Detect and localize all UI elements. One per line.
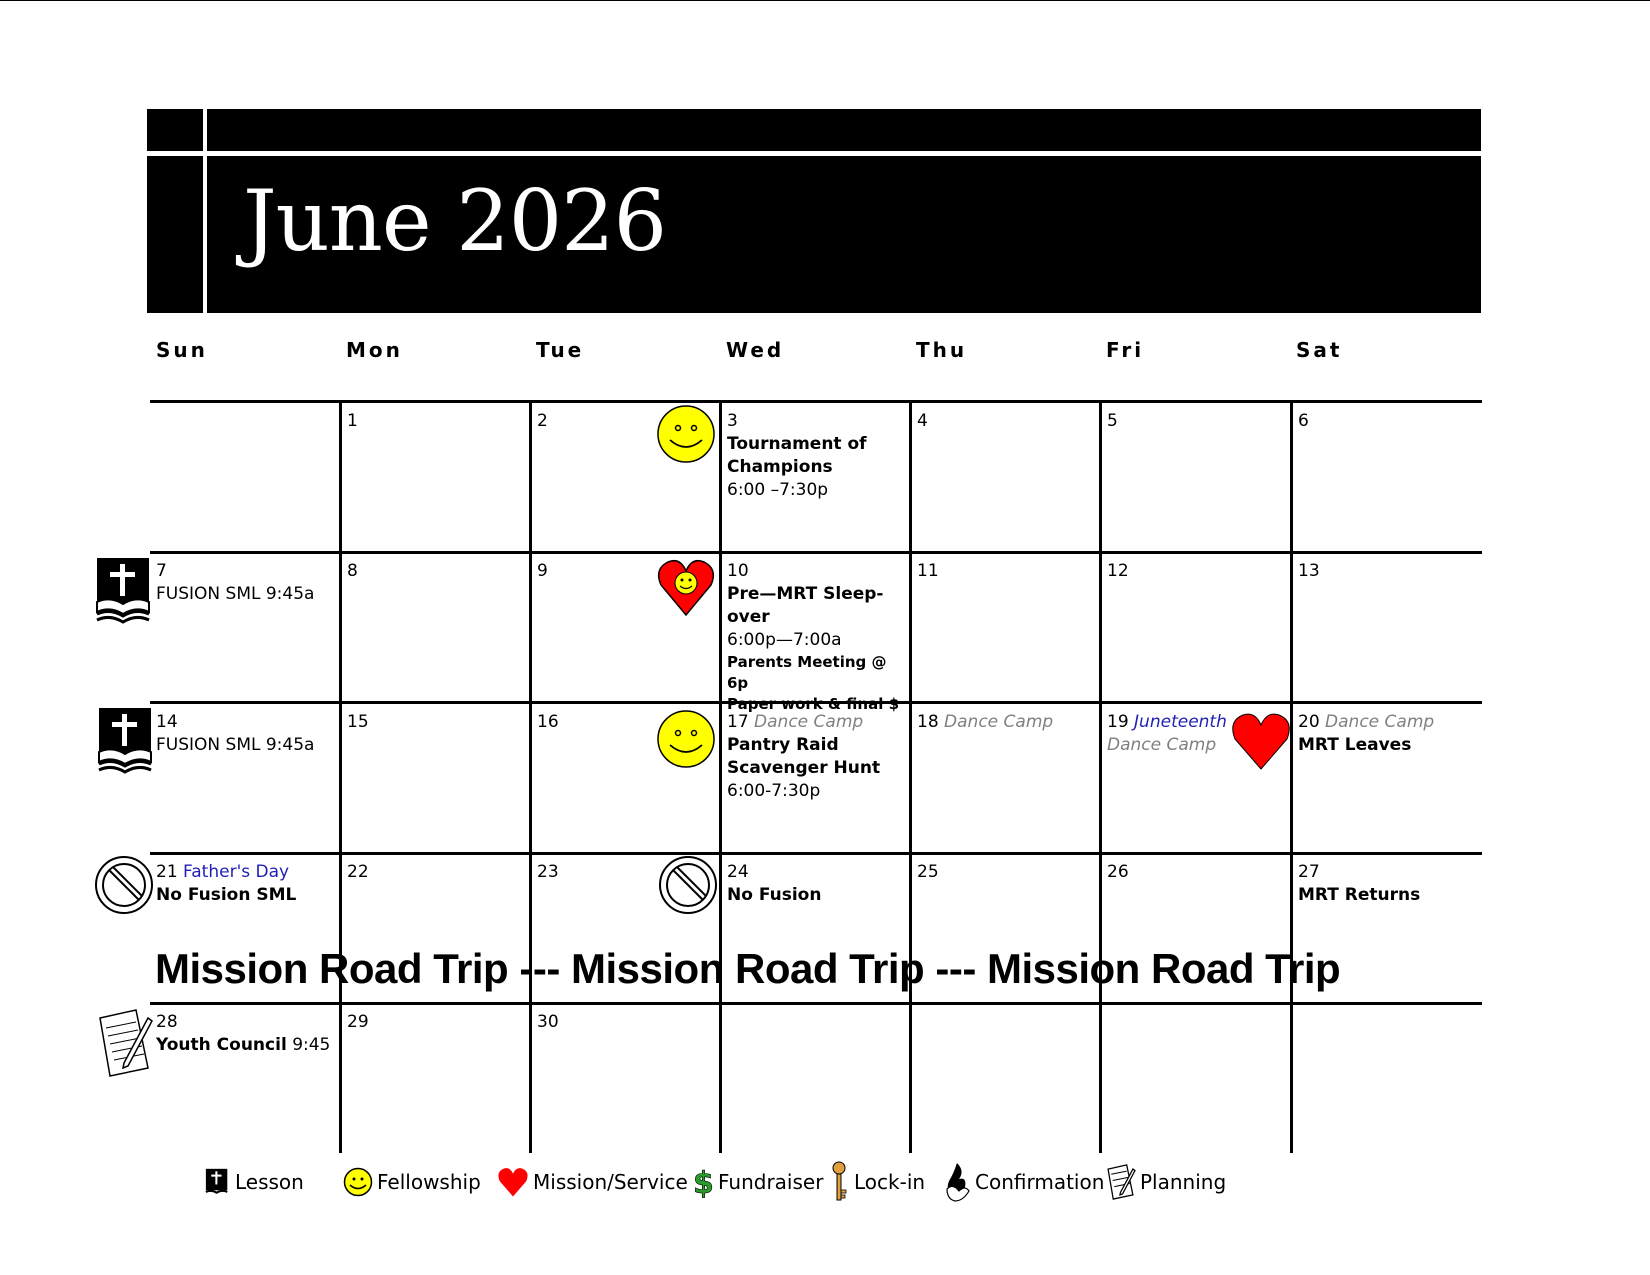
day-cell[interactable]: 6 [1298,411,1309,431]
event-title: No Fusion [727,885,822,905]
event-title: Tournament of [727,434,867,454]
bible-cross-icon [97,706,155,774]
day-cell[interactable]: 10 Pre—MRT Sleep- over 6:00p—7:00a Parents Meeting @ 6p Paper work & final $ [727,560,907,705]
day-cell[interactable]: 23 [537,862,559,882]
day-cell[interactable]: 29 [347,1012,369,1032]
notepad-pencil-icon [96,1008,154,1078]
day-cell[interactable] [156,410,336,555]
day-cell[interactable]: 22 [347,862,369,882]
prohibited-icon [658,855,718,915]
day-cell[interactable]: 12 [1107,561,1129,581]
key-icon [828,1160,850,1204]
prohibited-icon [94,855,154,915]
event-note: Paper work & final $ [727,695,900,713]
event-tag: Dance Camp [1325,712,1435,732]
holiday-label: Juneteenth [1134,712,1227,732]
day-cell[interactable]: 26 [1107,862,1129,882]
dow-sun: Sun [156,338,208,362]
day-cell[interactable]: 15 [347,712,369,732]
legend-item: Confirmation [943,1161,1104,1203]
event-title: Pantry Raid [727,735,839,755]
top-border-line [0,0,1650,1]
event-title: Champions [727,457,833,477]
event-tag: Dance Camp [1107,735,1217,755]
event-tag: Dance Camp [754,712,864,732]
day-cell[interactable]: 24 No Fusion [727,861,907,1006]
dove-flame-icon [943,1161,971,1203]
day-cell[interactable]: 16 [537,712,559,732]
page-title: June 2026 [243,172,667,270]
notepad-pencil-icon [1106,1163,1136,1201]
day-cell[interactable]: 11 [917,561,939,581]
grid-line [909,400,912,1153]
dollar-icon [692,1165,714,1199]
smiley-icon [656,709,716,769]
heart-icon [497,1166,529,1198]
day-cell[interactable]: 4 [917,411,928,431]
smiley-icon [656,404,716,464]
day-cell[interactable]: 8 [347,561,358,581]
event-title: Youth Council [156,1035,287,1055]
event-time: 6:00p—7:00a [727,630,842,650]
dow-sat: Sat [1296,338,1343,362]
day-cell[interactable]: 2 [537,411,548,431]
grid-line [339,400,342,1153]
dow-tue: Tue [536,338,585,362]
event-time: 6:00 –7:30p [727,480,829,500]
smiley-icon [343,1167,373,1197]
event-note: Parents Meeting @ 6p [727,653,887,692]
legend-item: Lock-in [828,1160,925,1204]
legend-item: Planning [1106,1163,1226,1201]
dow-wed: Wed [726,338,785,362]
bible-cross-icon [203,1168,231,1196]
heart-smiley-icon [656,557,716,619]
banner-divider-horizontal [147,151,1481,156]
dow-thu: Thu [916,338,968,362]
day-cell[interactable]: 28 Youth Council 9:45 [156,1012,331,1055]
event-title: over [727,607,770,627]
event-time: 9:45 [292,1035,331,1055]
day-cell[interactable]: 9 [537,561,548,581]
day-cell[interactable]: 14 FUSION SML 9:45a [156,711,336,856]
day-cell[interactable]: 13 [1298,561,1320,581]
holiday-label: Father's Day [183,862,290,882]
grid-line [150,400,1482,403]
svg-text:$: $ [693,1166,714,1199]
grid-line [1290,400,1293,1153]
grid-line [529,400,532,1153]
day-cell[interactable]: 1 [347,411,358,431]
day-number: 3 [727,411,738,431]
grid-line [719,400,722,1153]
legend-item: Lesson [203,1168,304,1196]
event-title: No Fusion SML [156,885,297,905]
mission-road-trip-banner: Mission Road Trip --- Mission Road Trip --- Mission Road Trip [155,945,1341,992]
event-title: Scavenger Hunt [727,758,881,778]
event-time: 6:00-7:30p [727,781,821,801]
bible-cross-icon [95,556,153,624]
heart-icon [1230,711,1292,771]
event-title: Pre—MRT Sleep- [727,584,884,604]
dow-fri: Fri [1106,338,1145,362]
day-cell[interactable]: 7 FUSION SML 9:45a [156,560,336,705]
day-cell[interactable]: 19 Juneteenth Dance Camp [1107,711,1287,856]
day-cell[interactable]: 17 Dance Camp Pantry Raid Scavenger Hunt 6:00-7:30p [727,711,907,856]
grid-line [1099,400,1102,1153]
event-text: FUSION SML 9:45a [156,735,315,755]
event-title: MRT Returns [1298,885,1421,905]
event-tag: Dance Camp [944,712,1054,732]
legend-item: Mission/Service [497,1166,688,1198]
dow-mon: Mon [346,338,403,362]
event-title: MRT Leaves [1298,735,1412,755]
day-cell[interactable]: 30 [537,1012,559,1032]
day-cell[interactable]: 25 [917,862,939,882]
day-cell[interactable] [727,410,907,555]
day-cell[interactable]: 27 MRT Returns [1298,861,1478,1006]
banner-divider-vertical [203,109,207,313]
day-cell[interactable]: 21 Father's Day No Fusion SML [156,861,336,1006]
day-cell[interactable]: 20 Dance Camp MRT Leaves [1298,711,1478,856]
day-cell[interactable]: 5 [1107,411,1118,431]
legend-item: Fellowship [343,1167,481,1197]
month-banner [147,109,1481,313]
event-text: FUSION SML 9:45a [156,584,315,604]
day-cell[interactable]: 18 Dance Camp [917,712,1054,732]
legend-item: $ Fundraiser [693,1166,824,1199]
